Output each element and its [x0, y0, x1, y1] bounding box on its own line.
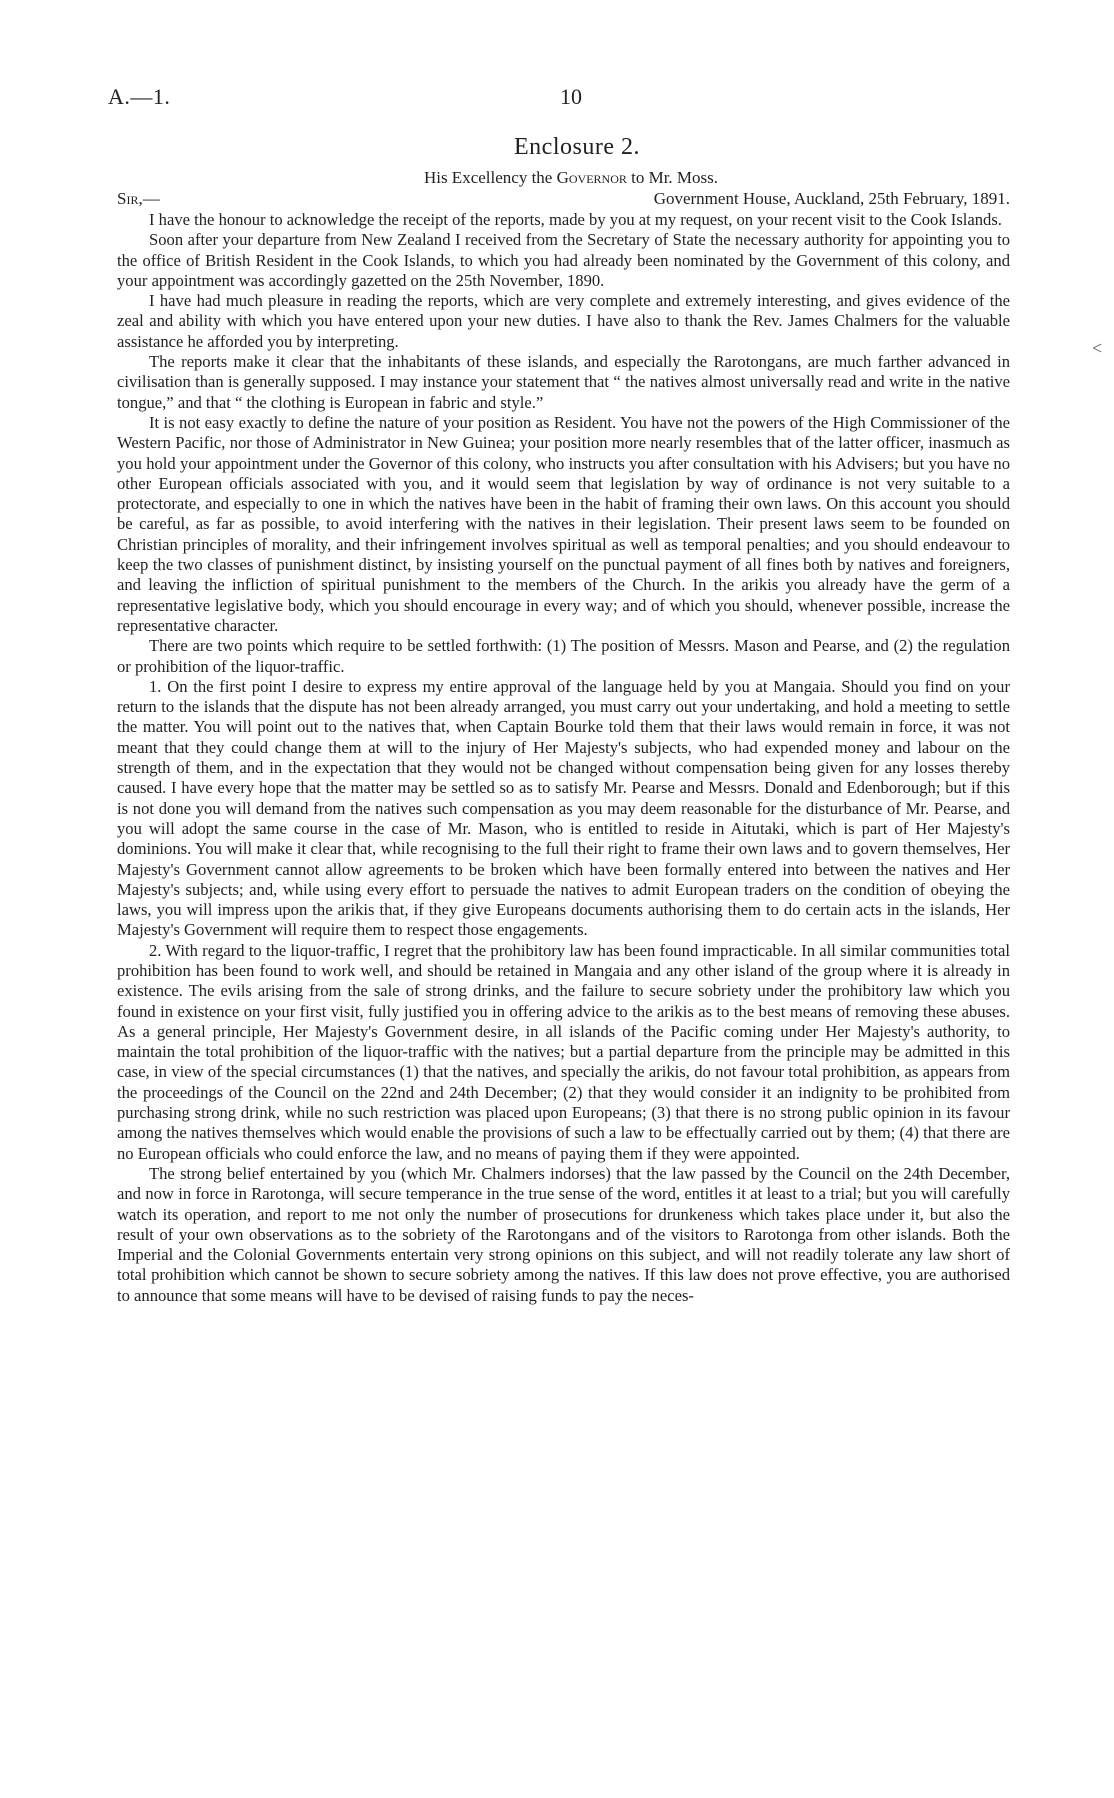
letter-body [117, 210, 1010, 1306]
paragraph: I have the honour to acknowledge the receipt of the reports, made by you at my request, on your recent visit to the Cook Islands. [149, 210, 1002, 229]
enclosure-title: Enclosure 2. [514, 134, 640, 160]
paragraph: The strong belief entertained by you (which Mr. Chalmers indorses) that the law passed by the Council on the 24th December, and now in force in Rarotonga, will secure temperance in the true sense of the word, entitles it at least to a trial; but you will carefully watch its operation, and report to me not only the number of prosecutions for drunkeness which takes place under it, but also the result of your own observations as to the sobriety of the Rarotongans and of the visitors to Rarotonga from other islands. Both the Imperial and the Colonial Governments entertain very strong opinions on this subject, and will not readily tolerate any law short of total prohibition which cannot be shown to secure sobriety among the natives. If this law does not prove effective, you are authorised to announce that some means will have to be devised of raising funds to pay the neces- [117, 1163, 1010, 1305]
subtitle-governor: Governor [556, 168, 627, 187]
paragraph: There are two points which require to be settled forthwith: (1) The position of Messrs. Mason and Pearse, and (2) the regulation or prohibition of the liquor-traffic. [117, 636, 1010, 676]
paragraph: Soon after your departure from New Zealand I received from the Secretary of State the necessary authority for appointing you to the office of British Resident in the Cook Islands, to which you had already been nominated by the Government of this colony, and your appointment was accordingly gazetted on the 25th November, 1890. [117, 230, 1010, 290]
paragraph: It is not easy exactly to define the nature of your position as Resident. You have not the powers of the High Commissioner of the Western Pacific, nor those of Administrator in New Guinea; your position more nearly resembles that of the latter officer, inasmuch as you hold your appointment under the Governor of this colony, who instructs you after consultation with his Advisers; but you have no other European officials associated with you, and it would seem that legislation by way of ordinance is not very suitable to a protectorate, and especially to one in which the natives have been in the habit of framing their own laws. On this account you should be careful, as far as possible, to avoid interfering with the natives in their legislation. Their present laws seem to be founded on Christian principles of morality, and their infringement involves spiritual as well as temporal penalties; and you should endeavour to keep the two classes of punishment distinct, by insisting yourself on the punctual payment of all fines both by natives and foreigners, and leaving the infliction of spiritual punishment to the members of the Church. In the arikis you already have the germ of a representative legislative body, which you should encourage in every way; and of which you should, whenever possible, increase the representative character. [117, 412, 1010, 635]
subtitle-prefix: His Excellency the [423, 168, 557, 187]
document-reference: A.—1. [108, 84, 171, 109]
salutation: Sir,— [117, 189, 160, 208]
paragraph: 2. With regard to the liquor-traffic, I regret that the prohibitory law has been found impracticable. In all similar communities total prohibition has been found to work well, and should be retained in Mangaia and any other island of the group where it is already in existence. The evils arising from the sale of strong drinks, and the failure to secure sobriety under the prohibitory law which you found in existence on your first visit, fully justified you in offering advice to the arikis as to the best means of removing these abuses. As a general principle, Her Majesty's Government desire, in all islands of the Pacific coming under Her Majesty's authority, to maintain the total prohibition of the liquor-traffic with the natives; but a partial departure from the principle may be admitted in this case, in view of the special circumstances (1) that the natives, and specially the arikis, do not favour total prohibition, as appears from the proceedings of the Council on the 22nd and 24th December; (2) that they would consider it an indignity to be prohibited from purchasing strong drink, while no such restriction was placed upon Europeans; (3) that there is no strong public opinion in its favour among the natives themselves which would enable the provisions of such a law to be effectually carried out by them; (4) that there are no European officials who could enforce the law, and no means of paying them if they were appointed. [117, 940, 1010, 1163]
enclosure-subtitle [0, 168, 1114, 188]
paragraph: The reports make it clear that the inhabitants of these islands, and especially the Rarotongans, are much farther advanced in civilisation than is generally supposed. I may instance your statement that “ the natives almost universally read and write in the native tongue,” and that “ the clothing is European in fabric and style.” [117, 352, 1010, 412]
page-number: 10 [560, 84, 582, 109]
paragraph: I have had much pleasure in reading the reports, which are very complete and extremely interesting, and gives evidence of the zeal and ability with which you have entered upon your new duties. I have also to thank the Rev. James Chalmers for the valuable assistance he afforded you by interpreting. [117, 291, 1010, 351]
letter-dateline: Government House, Auckland, 25th February, 1891. [653, 189, 1010, 208]
subtitle-suffix: to Mr. Moss. [626, 168, 719, 187]
margin-mark: < [1092, 338, 1103, 358]
paragraph: 1. On the first point I desire to express my entire approval of the language held by you at Mangaia. Should you find on your return to the islands that the dispute has not been already arranged, you must carry out your undertaking, and hold a meeting to settle the matter. You will point out to the natives that, when Captain Bourke told them that their laws would remain in force, it was not meant that they could change them at will to the injury of Her Majesty's subjects, who had expended money and labour on the strength of them, and in the expectation that they would not be changed without compensation being given for any losses thereby caused. I have every hope that the matter may be settled so as to satisfy Mr. Pearse and Messrs. Donald and Edenborough; but if this is not done you will demand from the natives such compensation as you may deem reasonable for the disturbance of Mr. Pearse, and you will adopt the same course in the case of Mr. Mason, who is entitled to reside in Aitutaki, which is part of Her Majesty's dominions. You will make it clear that, while recognising to the full their right to frame their own laws and to govern themselves, Her Majesty's Government cannot allow agreements to be broken which have been formally entered into between the natives and Her Majesty's subjects; and, while using every effort to persuade the natives to admit European traders on the condition of obeying the laws, you will impress upon the arikis that, if they give Europeans documents authorising them to do certain acts in the islands, Her Majesty's Government will require them to respect those engagements. [117, 676, 1010, 940]
